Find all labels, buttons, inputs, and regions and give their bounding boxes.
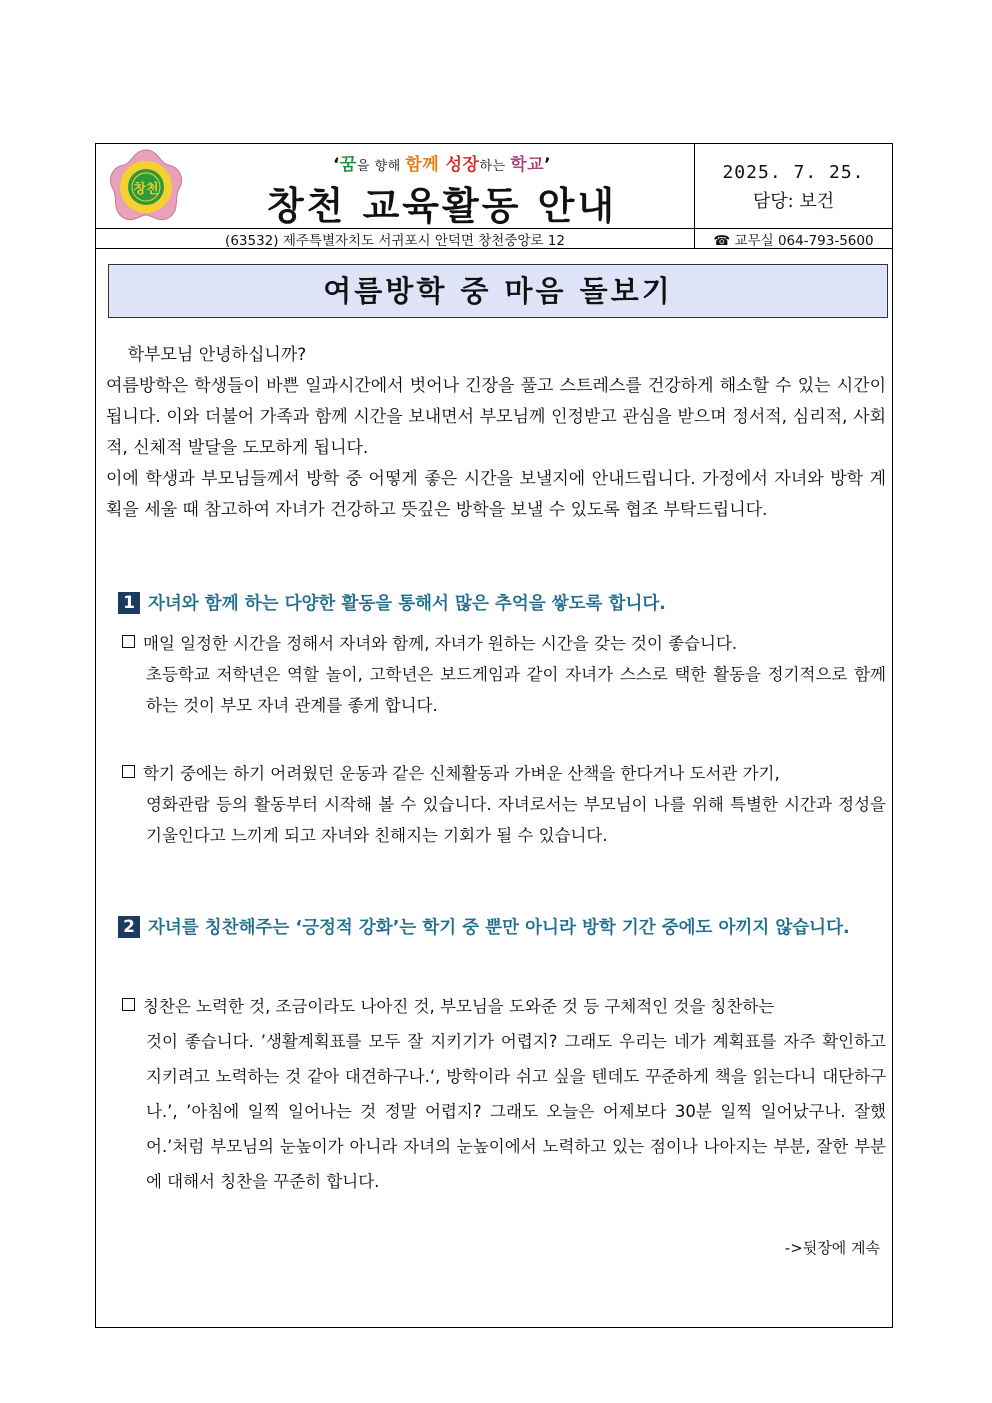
section-1-title: 1 자녀와 함께 하는 다양한 활동을 통해서 많은 추억을 쌓도록 합니다. <box>118 588 886 621</box>
address-row <box>96 228 892 249</box>
header <box>96 144 892 229</box>
staff-in-charge: 담당: 보건 <box>752 191 835 212</box>
section-2-title: 2 자녀를 칭찬해주는 ‘긍정적 강화’는 학기 중 뿐만 아니라 방학 기간 중에도 아끼지 않습니다. <box>118 912 886 945</box>
office-phone: ☎ 교무실 064-793-5600 <box>713 233 874 249</box>
checkbox-icon <box>122 635 135 648</box>
header-divider <box>694 144 695 248</box>
notice-frame <box>95 143 893 1328</box>
section-number: 2 <box>118 916 140 938</box>
intro-paragraph-1: 여름방학은 학생들이 바쁜 일과시간에서 벗어나 긴장을 풀고 스트레스를 건강하게 해소할 수 있는 시간이 됩니다. 이와 더불어 가족과 함께 시간을 보내면서 부모님께 인정받고 관심을 받으며 정서적, 심리적, 사회적, 신체적 발달을 도모하게 됩니다. <box>106 376 886 458</box>
checkbox-icon <box>122 998 135 1011</box>
section-1-item-1: 매일 일정한 시간을 정해서 자녀와 함께, 자녀가 원하는 시간을 갖는 것이 좋습니다. 초등학교 저학년은 역할 놀이, 고학년은 보드게임과 같이 자녀가 스스로 택한 활동을 정기적으로 함께 하는 것이 부모 자녀 관계를 좋게 합니다. <box>122 628 886 721</box>
page-title: 창천 교육활동 안내 <box>266 184 618 228</box>
greeting: 학부모님 안녕하십니까? <box>106 345 307 365</box>
school-logo <box>106 148 186 226</box>
logo-text: 창천 <box>133 182 159 197</box>
intro <box>106 340 886 526</box>
section-1-item-2: 학기 중에는 하기 어려웠던 운동과 같은 신체활동과 가벼운 산책을 한다거나 도서관 가기, 영화관람 등의 활동부터 시작해 볼 수 있습니다. 자녀로서는 부모님이 나를 위해 특별한 시간과 정성을 기울인다고 느끼게 되고 자녀와 친해지는 기회가 될 수 있습니다. <box>122 758 886 851</box>
intro-paragraph-2: 이에 학생과 부모님들께서 방학 중 어떻게 좋은 시간을 보낼지에 안내드립니다. 가정에서 자녀와 방학 계획을 세울 때 참고하여 자녀가 건강하고 뜻깊은 방학을 보낼 수 있도록 협조 부탁드립니다. <box>106 469 886 520</box>
notice-heading: 여름방학 중 마음 돌보기 <box>108 264 888 318</box>
school-slogan: ‘꿈을 향해 함께 성장하는 학교’ <box>332 155 552 175</box>
continue-note: ->뒷장에 계속 <box>784 1239 880 1257</box>
date-block <box>695 144 892 228</box>
checkbox-icon <box>122 765 135 778</box>
issue-date: 2025. 7. 25. <box>722 162 865 183</box>
school-address: (63532) 제주특별자치도 서귀포시 안덕면 창천중앙로 12 <box>225 233 565 249</box>
title-block <box>191 144 693 228</box>
section-2-item-1: 칭찬은 노력한 것, 조금이라도 나아진 것, 부모님을 도와준 것 등 구체적인 것을 칭찬하는 것이 좋습니다. ’생활계획표를 모두 잘 지키기가 어렵지? 그래도 우리는 네가 계획표를 자주 확인하고 지키려고 노력하는 것 같아 대견하구나.‘, 방학이라 쉬고 싶을 텐데도 꾸준하게 책을 읽는다니 대단하구나.’, ’아침에 일찍 일어나는 것 정말 어렵지? 그래도 오늘은 어제보다 30분 일찍 일어났구나. 잘했어.’처럼 부모님의 눈높이가 아니라 자녀의 눈높이에서 노력하고 있는 점이나 나아지는 부분, 잘한 부분에 대해서 칭찬을 꾸준히 합니다. <box>122 989 886 1199</box>
section-number: 1 <box>118 592 140 614</box>
